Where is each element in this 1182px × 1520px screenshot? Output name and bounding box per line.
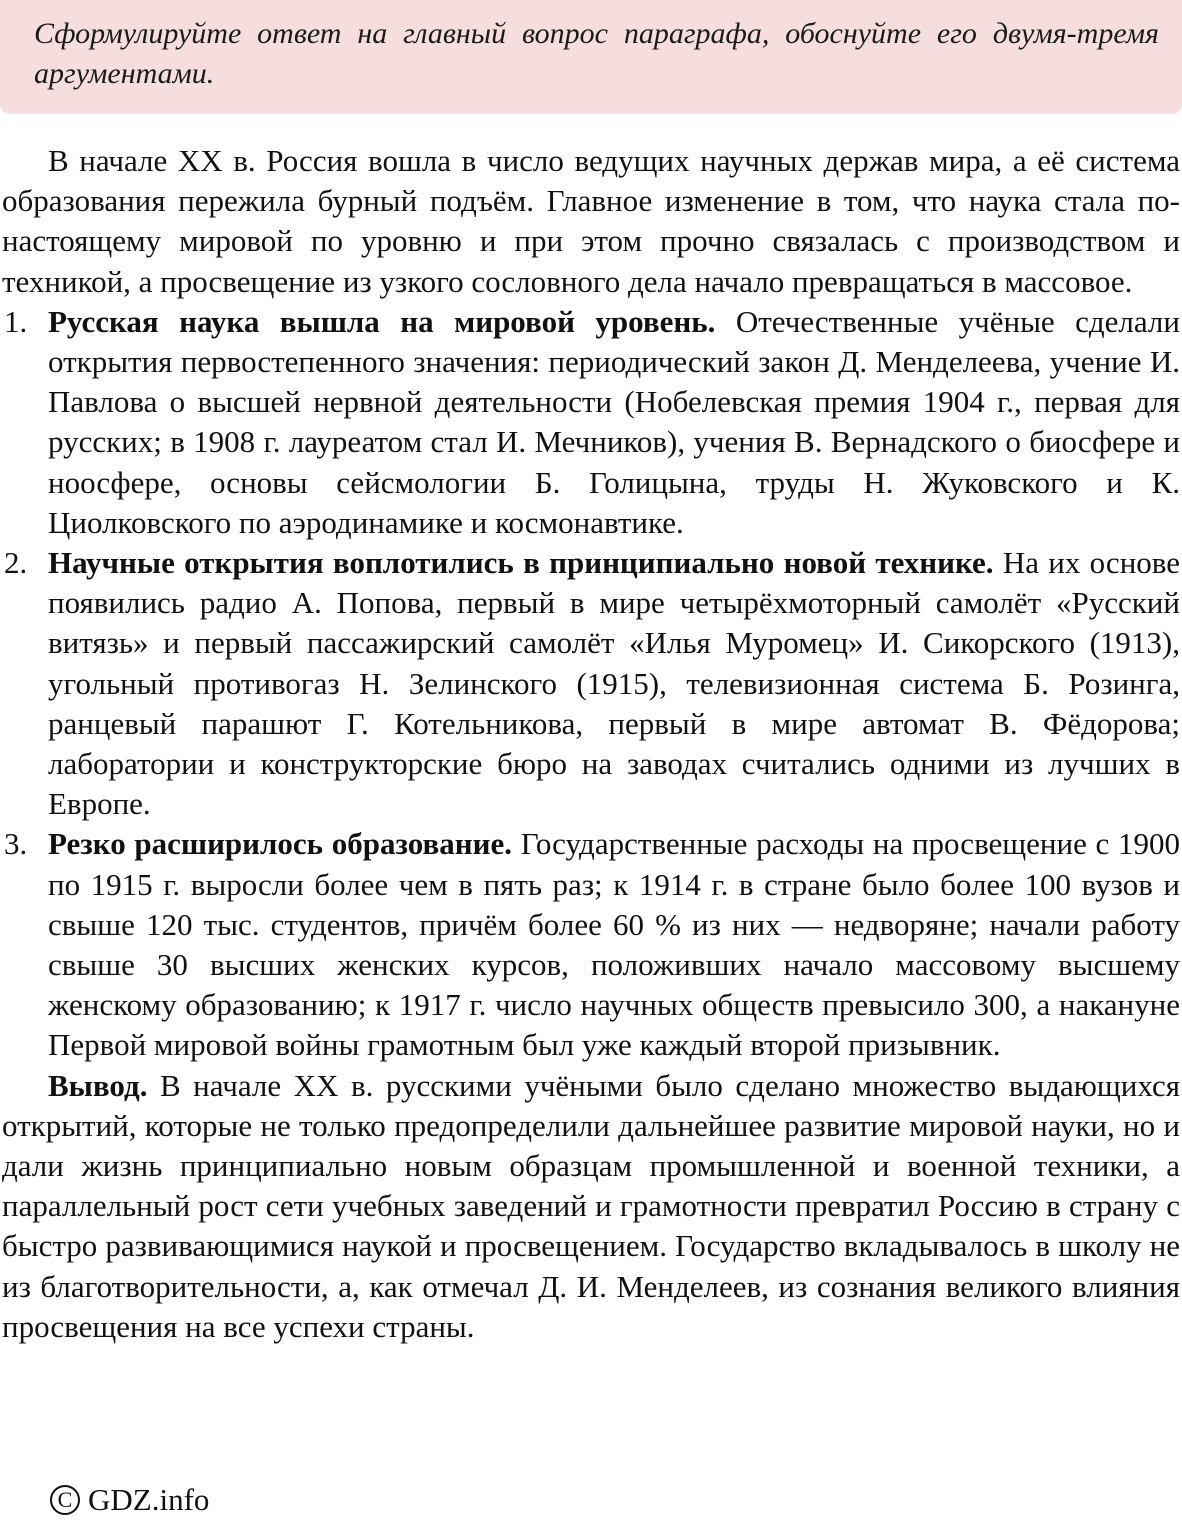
argument-item <box>2 824 1180 1065</box>
footer-copyright <box>50 1480 209 1520</box>
task-prompt-text: Сформулируйте ответ на главный вопрос параграфа, обоснуйте его двумя-тремя аргументами. <box>34 17 1159 90</box>
argument-heading: Русская наука вышла на мировой уровень. <box>48 303 716 339</box>
argument-number: 3. <box>4 826 28 862</box>
argument-heading: Научные открытия воплотились в принципиально новой технике. <box>48 545 994 581</box>
argument-number: 1. <box>4 303 28 339</box>
copyright-icon: C <box>50 1485 80 1515</box>
conclusion-paragraph <box>2 1066 1180 1347</box>
argument-number: 2. <box>4 545 28 581</box>
task-prompt-box <box>0 0 1182 114</box>
argument-item <box>2 543 1180 824</box>
conclusion-label: Вывод. <box>48 1067 148 1103</box>
argument-text: Отечественные учёные сделали открытия первостепенного значения: периодический закон Д. Менделеева, учение И. Павлова о высшей нервной деятельности (Нобелевская премия 1904 г., первая для русских; в 1908 г. лауреатом стал И. Мечников), учения В. Вернадского о биосфере и ноосфере, основы сейсмологии Б. Голицына, труды Н. Жуковского и К. Циолковского по аэродинамике и космонавтике. <box>48 303 1180 540</box>
argument-text: Государственные расходы на просвещение с 1900 по 1915 г. выросли более чем в пять раз; к 1914 г. в стране было более 100 вузов и свыше 120 тыс. студентов, причём более 60 % из них — недворяне; начали работу свыше 30 высших женских курсов, положивших начало массовому высшему женскому образованию; к 1917 г. число научных обществ превысило 300, а накануне Первой мировой войны грамотным был уже каждый второй призывник. <box>48 826 1181 1063</box>
arguments-list <box>2 302 1180 1066</box>
argument-text: На их основе появились радио А. Попова, первый в мире четырёхмоторный самолёт «Русский витязь» и первый пассажирский самолёт «Илья Муромец» И. Сикорского (1913), угольный противогаз Н. Зелинского (1915), телевизионная система Б. Розинга, ранцевый парашют Г. Котельникова, первый в мире автомат В. Фёдорова; лаборатории и конструкторские бюро на заводах считались одними из лучших в Европе. <box>48 545 1180 822</box>
answer-content <box>2 141 1180 1347</box>
footer-site-name: GDZ.info <box>88 1482 210 1517</box>
argument-item <box>2 302 1180 543</box>
argument-heading: Резко расширилось образование. <box>48 826 512 862</box>
intro-paragraph: В начале XX в. Россия вошла в число ведущих научных держав мира, а её система образования пережила бурный подъём. Главное изменение в том, что наука стала по-настоящему мировой по уровню и при этом прочно связалась с производством и техникой, а просвещение из узкого сословного дела начало превращаться в массовое. <box>2 143 1180 299</box>
conclusion-text: В начале XX в. русскими учёными было сделано множество выдающихся открытий, которые не только предопределили дальнейшее развитие мировой науки, но и дали жизнь принципиально новым образцам промышленной и военной техники, а параллельный рост сети учебных заведений и грамотности превратил Россию в страну с быстро развивающимися наукой и просвещением. Государство вкладывалось в школу не из благотворительности, а, как отмечал Д. И. Менделеев, из сознания великого влияния просвещения на все успехи страны. <box>2 1067 1181 1344</box>
